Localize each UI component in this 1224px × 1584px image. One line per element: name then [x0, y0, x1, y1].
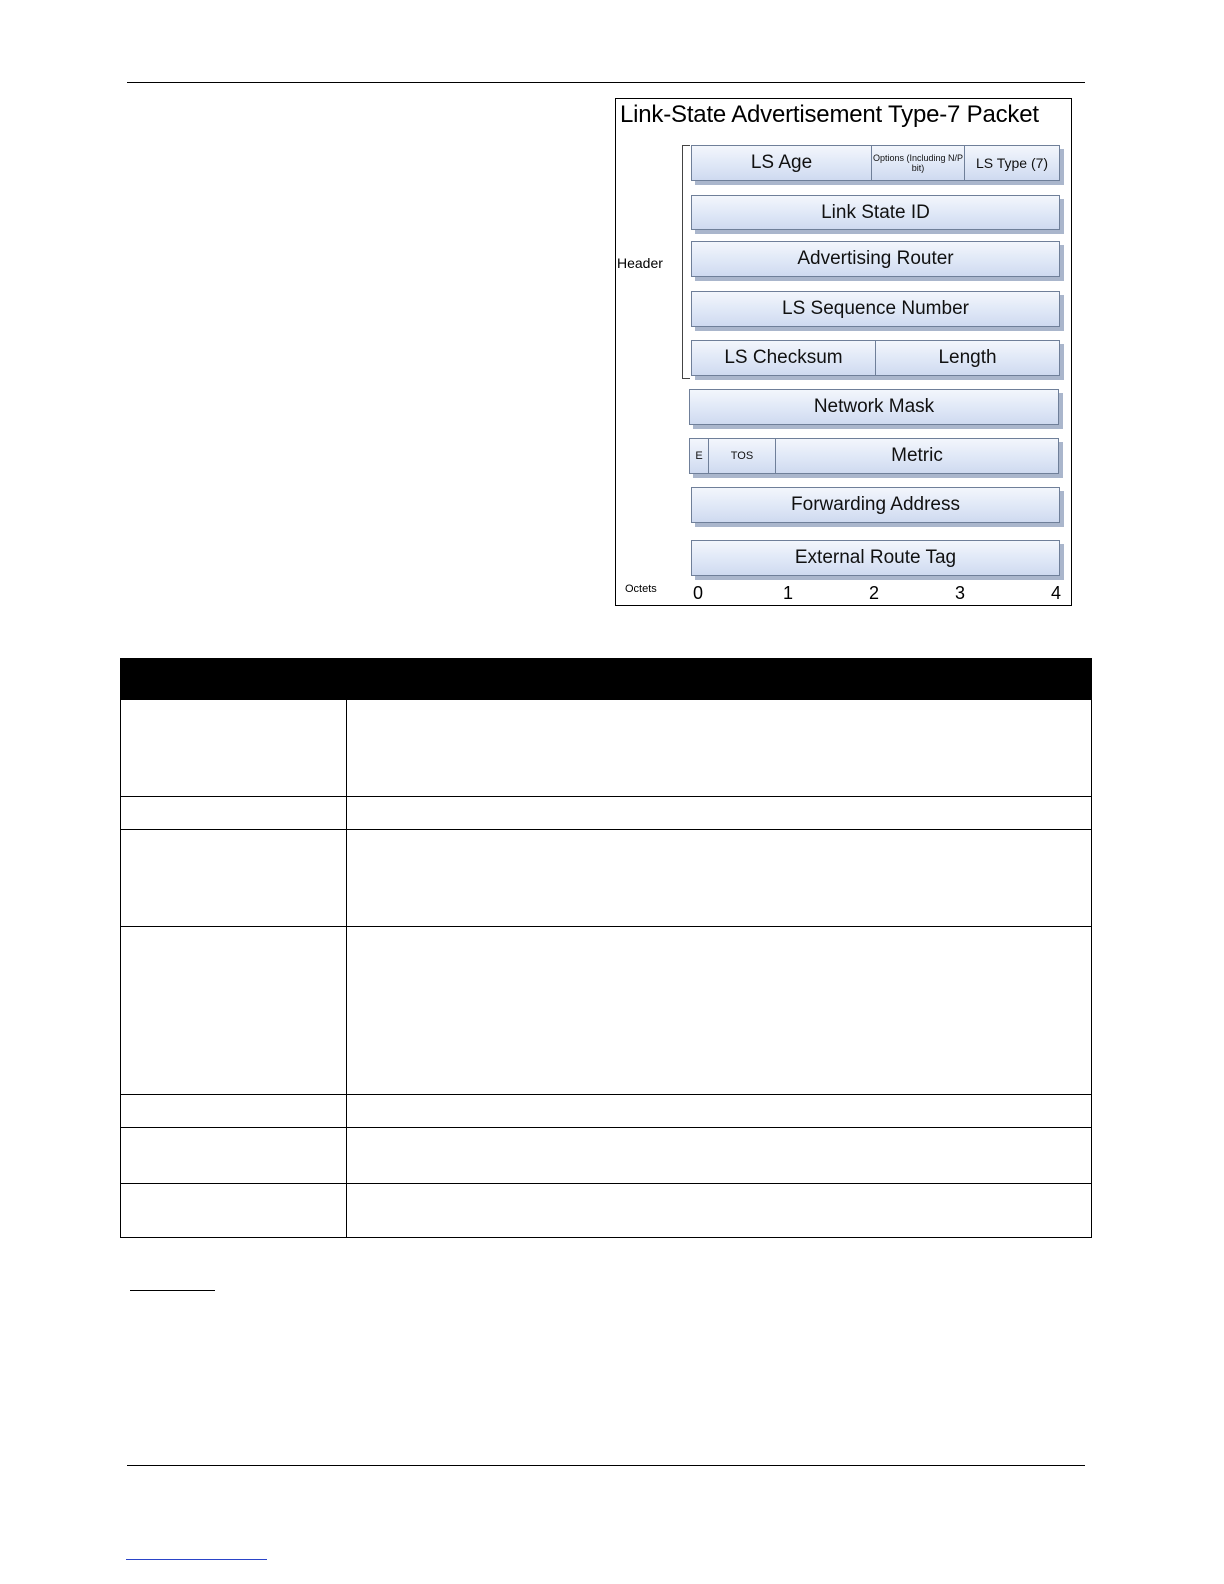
field-link-state-id: Link State ID — [691, 195, 1060, 230]
field-network-mask: Network Mask — [689, 389, 1059, 425]
table-cell — [347, 700, 1092, 797]
table-cell — [347, 927, 1092, 1095]
table-row — [121, 1128, 1092, 1184]
parameter-table — [120, 658, 1092, 1238]
octet-tick-2: 2 — [869, 583, 880, 603]
octet-tick-0: 0 — [693, 583, 704, 603]
table-cell — [121, 1095, 347, 1128]
header-label: Header — [617, 255, 663, 271]
table-row — [121, 830, 1092, 927]
table-cell — [347, 830, 1092, 927]
diagram-title: Link-State Advertisement Type-7 Packet — [620, 101, 1039, 128]
table-row — [121, 700, 1092, 797]
octets-label: Octets — [625, 583, 657, 595]
table-cell — [121, 1184, 347, 1238]
footer-link-underline — [126, 1559, 267, 1560]
header-bracket — [682, 145, 690, 379]
table-row — [121, 1095, 1092, 1128]
lsa-type7-packet-diagram — [615, 98, 1072, 606]
table-cell — [121, 1128, 347, 1184]
field-length: Length — [875, 340, 1060, 376]
field-ls-checksum: LS Checksum — [691, 340, 876, 376]
table-cell — [347, 1095, 1092, 1128]
table-header-row — [121, 659, 1092, 700]
table-cell — [347, 797, 1092, 830]
table-header-description — [347, 659, 1092, 700]
field-ls-sequence-number: LS Sequence Number — [691, 291, 1060, 327]
footer-rule — [127, 1465, 1085, 1466]
field-ls-age: LS Age — [691, 145, 872, 181]
field-ls-type: LS Type (7) — [964, 145, 1060, 181]
octet-tick-1: 1 — [783, 583, 794, 603]
field-tos: TOS — [708, 438, 776, 474]
octet-tick-4: 4 — [1051, 583, 1062, 603]
table-cell — [347, 1128, 1092, 1184]
table-cell — [121, 830, 347, 927]
field-options: Options (Including N/P bit) — [871, 145, 965, 181]
table-cell — [121, 797, 347, 830]
table-row — [121, 797, 1092, 830]
field-advertising-router: Advertising Router — [691, 241, 1060, 277]
field-metric: Metric — [775, 438, 1059, 474]
table-header-parameter — [121, 659, 347, 700]
section-heading-underline — [130, 1290, 215, 1291]
field-forwarding-address: Forwarding Address — [691, 487, 1060, 523]
header-rule — [127, 82, 1085, 83]
field-e-bit: E — [689, 438, 709, 474]
octet-tick-3: 3 — [955, 583, 966, 603]
field-external-route-tag: External Route Tag — [691, 540, 1060, 576]
table-row — [121, 927, 1092, 1095]
table-cell — [347, 1184, 1092, 1238]
table-cell — [121, 927, 347, 1095]
table-row — [121, 1184, 1092, 1238]
table-cell — [121, 700, 347, 797]
